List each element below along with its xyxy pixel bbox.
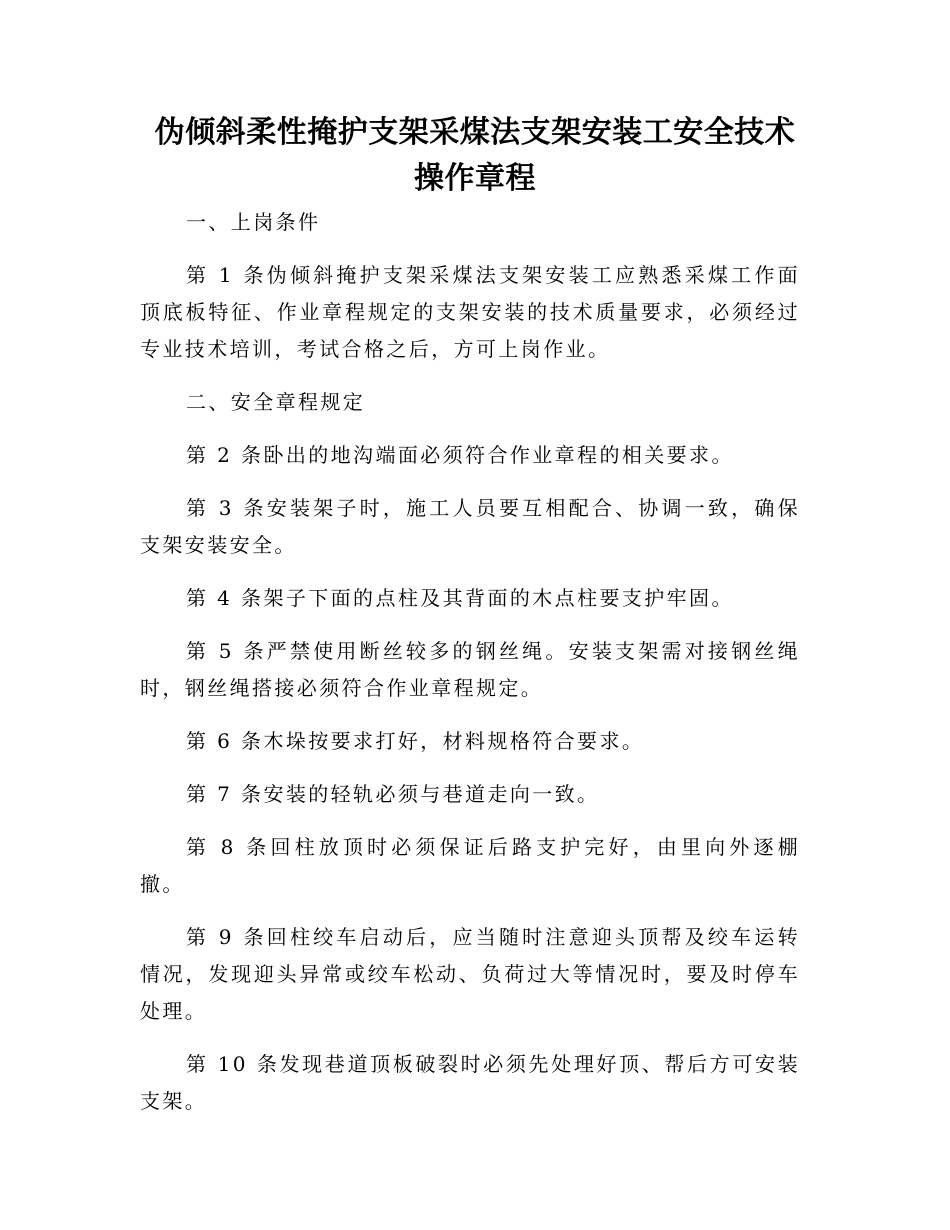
article-4: 第 4 条架子下面的点柱及其背面的木点柱要支护牢固。 [186,586,734,610]
section-heading-1: 一、上岗条件 [186,210,321,234]
section-heading-2: 二、安全章程规定 [186,390,366,414]
article-3: 第 3 条安装架子时，施工人员要互相配合、协调一致，确保支架安装安全。 [140,496,800,557]
article-8: 第 8 条回柱放顶时必须保证后路支护完好，由里向外逐棚撤。 [140,835,800,896]
document-title [140,110,810,202]
article-1: 第 1 条伪倾斜掩护支架采煤法支架安装工应熟悉采煤工作面顶底板特征、作业章程规定的支架安装的技术质量要求，必须经过专业技术培训，考试合格之后，方可上岗作业。 [140,263,800,361]
article-7: 第 7 条安装的轻轨必须与巷道走向一致。 [186,782,600,806]
article-5: 第 5 条严禁使用断丝较多的钢丝绳。安装支架需对接钢丝绳时，钢丝绳搭接必须符合作业章程规定。 [140,639,800,700]
document-body [140,204,800,1136]
article-10: 第 10 条发现巷道顶板破裂时必须先处理好顶、帮后方可安装支架。 [140,1052,800,1113]
article-2: 第 2 条卧出的地沟端面必须符合作业章程的相关要求。 [186,443,734,467]
article-6: 第 6 条木垛按要求打好，材料规格符合要求。 [186,729,645,753]
title-line-2: 操作章程 [414,161,536,196]
title-line-1: 伪倾斜柔性掩护支架采煤法支架安装工安全技术 [154,115,796,150]
article-9: 第 9 条回柱绞车启动后，应当随时注意迎头顶帮及绞车运转情况，发现迎头异常或绞车松动、负荷过大等情况时，要及时停车处理。 [140,925,800,1023]
